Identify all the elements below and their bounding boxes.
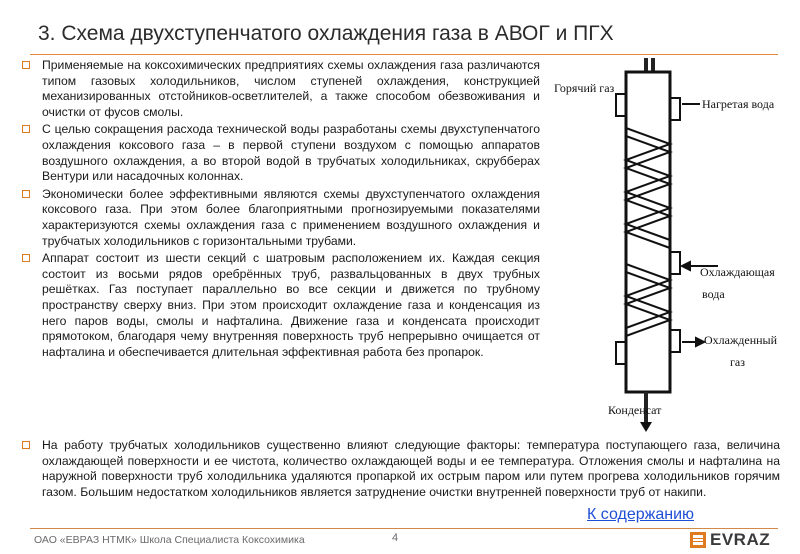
page-title: 3. Схема двухступенчатого охлаждения газа в АВОГ и ПГХ bbox=[38, 22, 614, 45]
contents-link[interactable]: К содержанию bbox=[587, 506, 694, 523]
bullet-square-icon bbox=[22, 61, 30, 69]
cooling-water-label-2: вода bbox=[702, 287, 725, 301]
cooled-gas-label: Охлажденный bbox=[704, 333, 778, 347]
inlet-pipe-wall bbox=[651, 58, 655, 72]
bullet-list bbox=[20, 58, 540, 362]
list-item bbox=[20, 438, 780, 500]
inlet-pipe bbox=[644, 58, 648, 72]
bullet-text: На работу трубчатых холодильников существенно влияют следующие факторы: температура поступающего газа, величина охлаждающей поверхности и ее чистота, количество охлаждающей воды и ее температура. Отложения смолы и нафталина на наружной поверхности труб холодильника удаляются пропаркой их острым паром или путем прогрева холодильников горячим газом. Большим недостатком холодильников является затруднение очистки внутренней поверхности труб от накипи. bbox=[42, 438, 780, 499]
heated-water-label: Нагретая вода bbox=[702, 97, 775, 111]
condensate-arrow-icon bbox=[640, 422, 652, 432]
cooled-gas-arrowhead-icon bbox=[696, 338, 704, 346]
bullet-text: Применяемые на коксохимических предприятиях схемы охлаждения газа различаются типом газовых холодильников, числом ступеней охлаждения, конструкцией механизированных отстойников-осветлителей, а также способом обезвоживания и очистки от фусов смолы. bbox=[42, 58, 540, 119]
footer-organization: ОАО «ЕВРАЗ НТМК» Школа Специалиста Коксохимика bbox=[34, 534, 305, 546]
tube-bundle bbox=[626, 128, 670, 336]
condensate-label: Конденсат bbox=[608, 403, 662, 417]
title-divider bbox=[30, 54, 778, 55]
list-item bbox=[20, 58, 540, 120]
footer-divider bbox=[30, 528, 778, 529]
evraz-logo-icon bbox=[690, 532, 706, 548]
bullet-square-icon bbox=[22, 441, 30, 449]
list-item bbox=[20, 122, 540, 184]
bullet-text: С целью сокращения расхода технической воды разработаны схемы двухступенчатого охлаждения коксового газа – в первой ступени воздухом с помощью аппаратов воздушного охлаждения, а во второй водой в трубчатых холодильниках, скрубберах Вентури или насадочных колоннах. bbox=[42, 122, 540, 184]
logo-text: EVRAZ bbox=[710, 530, 771, 549]
list-item bbox=[20, 251, 540, 360]
bullet-square-icon bbox=[22, 254, 30, 262]
list-item bbox=[20, 187, 540, 249]
bullet-square-icon bbox=[22, 125, 30, 133]
bullet-square-icon bbox=[22, 190, 30, 198]
wide-bullet-list bbox=[20, 438, 780, 500]
cooling-water-arrowhead-icon bbox=[682, 262, 690, 270]
gas-cooler-diagram bbox=[550, 58, 790, 438]
cooling-water-label: Охлаждающая bbox=[700, 265, 775, 279]
bullet-text: Аппарат состоит из шести секций с шатровым расположением их. Каждая секция состоит из восьми рядов оребрённых труб, развальцованных в двух трубных решётках. Газ поступает параллельно во все секции и движется по трубному пространству сверху вниз. При этом происходит охлаждение газа и конденсация из него паров воды, смолы и нафталина. Движение газа и конденсата происходит прямотоком, благодаря чему внутренняя поверхность труб непрерывно очищается от нафталина и обеспечивается длительная эффективная работа без пропарок. bbox=[42, 251, 540, 359]
cooled-gas-label-2: газ bbox=[730, 355, 745, 369]
evraz-logo bbox=[690, 530, 770, 550]
hot-gas-label: Горячий газ bbox=[554, 81, 615, 95]
bullet-text: Экономически более эффективными являются схемы двухступенчатого охлаждения коксового газа. При этом более благоприятными прогнозируемыми показателями характеризуются схемы охлаждения газа с применением воздушного охлаждения и трубчатых холодильников с горизонтальными трубами. bbox=[42, 186, 540, 248]
page-number: 4 bbox=[392, 532, 399, 544]
